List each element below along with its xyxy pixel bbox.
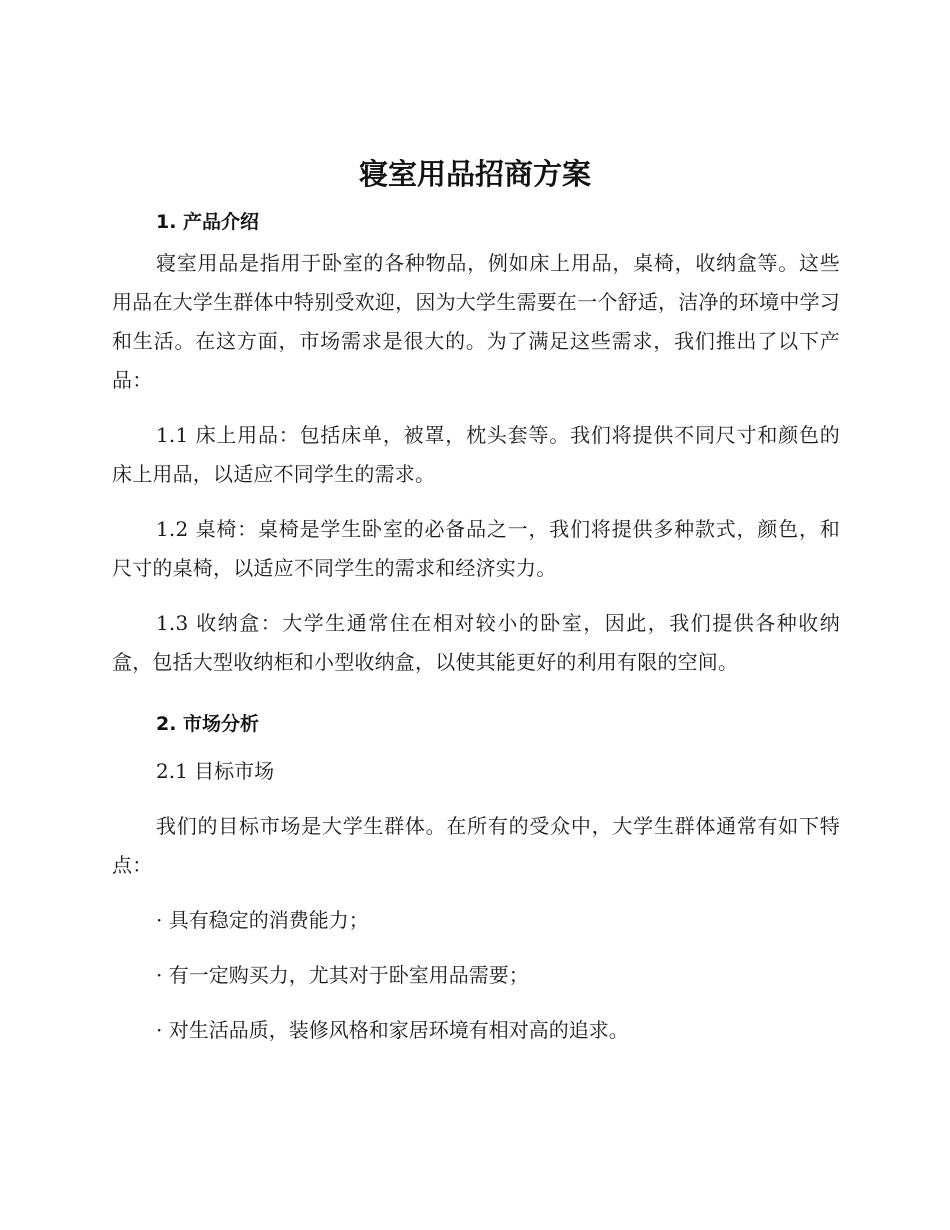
subheading-target-market: 2.1 目标市场 <box>156 759 275 783</box>
paragraph-bedding: 1.1 床上用品：包括床单，被罩，枕头套等。我们将提供不同尺寸和颜色的床上用品，以适应不同学生的需求。 <box>112 423 840 486</box>
paragraph-target-market: 我们的目标市场是大学生群体。在所有的受众中，大学生群体通常有如下特点： <box>112 814 840 877</box>
list-item: · 有一定购买力，尤其对于卧室用品需要； <box>156 963 529 987</box>
paragraph-storage-boxes: 1.3 收纳盒：大学生通常住在相对较小的卧室，因此，我们提供各种收纳盒，包括大型收纳柜和小型收纳盒，以使其能更好的利用有限的空间。 <box>112 611 840 674</box>
document-title: 寝室用品招商方案 <box>358 157 591 191</box>
paragraph-product-intro: 寝室用品是指用于卧室的各种物品，例如床上用品，桌椅，收纳盒等。这些用品在大学生群体中特别受欢迎，因为大学生需要在一个舒适，洁净的环境中学习和生活。在这方面，市场需求是很大的。为了满足这些需求，我们推出了以下产品： <box>112 251 840 392</box>
document-body <box>112 200 840 1066</box>
paragraph-desks-chairs: 1.2 桌椅：桌椅是学生卧室的必备品之一，我们将提供多种款式，颜色，和尺寸的桌椅，以适应不同学生的需求和经济实力。 <box>112 517 840 580</box>
section-heading-product-intro: 1. 产品介绍 <box>156 211 260 233</box>
section-heading-market-analysis: 2. 市场分析 <box>156 713 260 735</box>
list-item: · 对生活品质，装修风格和家居环境有相对高的追求。 <box>156 1018 629 1042</box>
list-item: · 具有稳定的消费能力； <box>156 908 369 932</box>
